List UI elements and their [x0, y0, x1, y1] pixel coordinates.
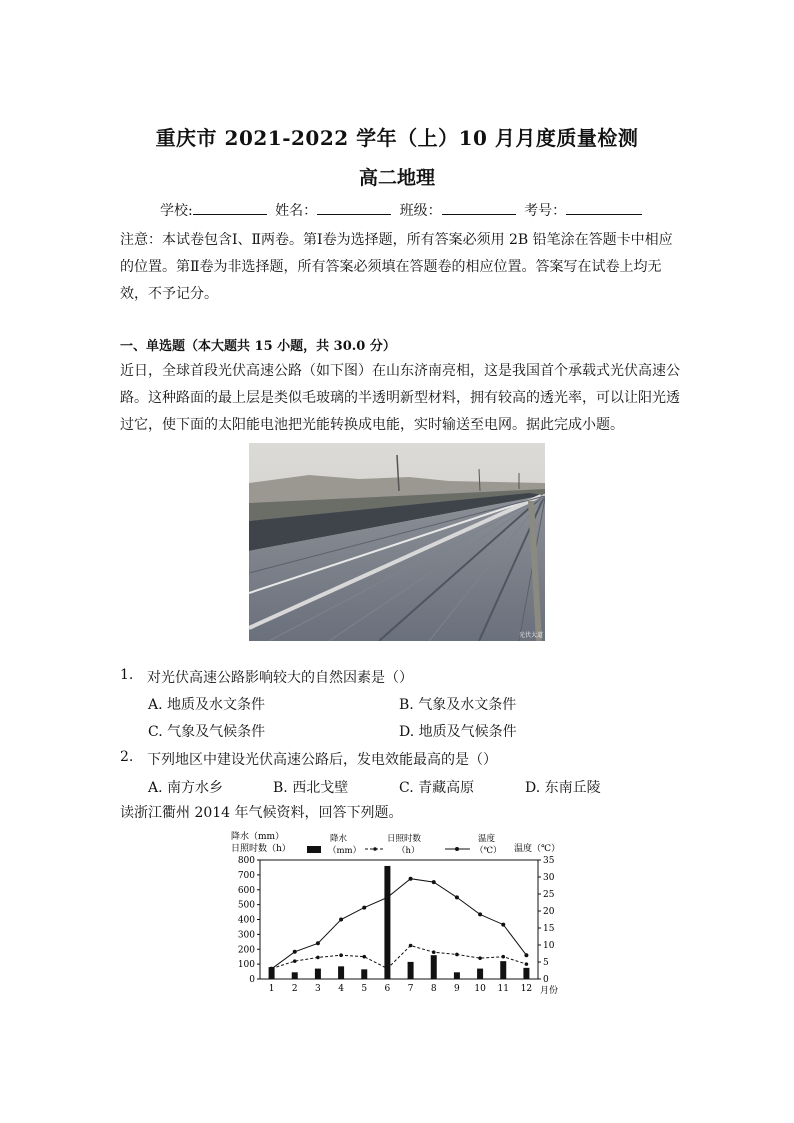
temperature-point	[339, 918, 343, 922]
climate-intro: 读浙江衢州 2014 年气候资料，回答下列题。	[120, 805, 403, 821]
right-tick-label: 30	[543, 873, 555, 883]
right-tick-label: 10	[543, 941, 555, 951]
question-1-text: 对光伏高速公路影响较大的自然因素是（）	[147, 670, 413, 686]
precip-bar	[500, 961, 506, 979]
question-1-number: 1.	[120, 667, 134, 683]
legend-precip-label-1: 降水	[330, 834, 348, 844]
left-tick-label: 300	[237, 930, 255, 941]
precip-bar	[384, 866, 390, 979]
temperature-point	[293, 950, 297, 954]
temperature-point	[270, 967, 274, 971]
left-tick-label: 700	[237, 870, 255, 881]
temperature-point	[478, 912, 482, 916]
exam-number-label: 考号：	[524, 203, 567, 219]
sunshine-point	[339, 953, 343, 957]
sunshine-line	[272, 946, 527, 969]
precip-bar	[361, 969, 367, 979]
temperature-point	[432, 880, 436, 884]
exam-notice: 注意：本试卷包含Ⅰ、Ⅱ两卷。第Ⅰ卷为选择题，所有答案必须用 2B 铅笔涂在答题卡中相应的位置。第Ⅱ卷为非选择题，所有答案必须填在答题卷的相应位置。答案写在试卷上均无效，不予记分。	[120, 232, 673, 302]
precip-bar	[315, 969, 321, 979]
legend-temp-label-2: （℃）	[475, 846, 502, 856]
left-tick-label: 100	[237, 960, 255, 971]
name-label: 姓名：	[275, 203, 318, 219]
x-tick-label: 10	[474, 984, 486, 994]
school-blank	[193, 202, 267, 215]
x-tick-label: 2	[291, 984, 298, 994]
temperature-point	[501, 923, 505, 927]
exam-number-blank	[566, 202, 642, 215]
left-tick-label: 0	[249, 975, 255, 985]
sunshine-point	[501, 955, 505, 959]
x-tick-label: 4	[338, 984, 344, 994]
class-blank	[442, 202, 516, 215]
page-subtitle: 高二地理	[358, 167, 435, 189]
passage-intro: 近日，全球首段光伏高速公路（如下图）在山东济南亮相，这是我国首个承载式光伏高速公路。这种路面的最上层是类似毛玻璃的半透明新型材料，拥有较高的透光率，可以让阳光透过它，使下面的太阳能电池把光能转换成电能，实时输送至电网。据此完成小题。	[120, 363, 680, 433]
sunshine-point	[455, 953, 459, 957]
precip-bar	[338, 966, 344, 979]
temperature-point	[385, 895, 389, 899]
sunshine-point	[525, 962, 529, 966]
legend-sunshine-marker	[373, 847, 377, 851]
photo-watermark: 光伏大道	[519, 632, 544, 639]
legend-sunshine-label-2: （h）	[397, 846, 420, 856]
solar-highway-photo	[249, 443, 545, 641]
left-tick-label: 400	[237, 915, 255, 926]
x-tick-label: 1	[268, 984, 275, 994]
q1-option-a[interactable]: A. 地质及水文条件	[148, 697, 266, 713]
q2-option-d[interactable]: D. 东南丘陵	[525, 780, 601, 796]
precip-bar	[477, 969, 483, 979]
legend-precip-label-2: （mm）	[328, 846, 362, 856]
sunshine-point	[432, 950, 436, 954]
x-tick-label: 11	[497, 984, 509, 994]
climate-chart	[225, 828, 575, 998]
left-tick-label: 500	[237, 900, 255, 911]
sunshine-point	[386, 967, 390, 971]
x-tick-label: 5	[361, 984, 368, 994]
right-tick-label: 20	[543, 907, 555, 917]
page-title: 重庆市 2021-2022 学年（上）10 月月度质量检测	[155, 126, 639, 150]
temperature-point	[316, 941, 320, 945]
x-tick-label: 3	[315, 984, 321, 994]
x-tick-label: 6	[384, 984, 391, 994]
precip-bar	[292, 972, 298, 979]
temperature-line	[272, 879, 527, 969]
sunshine-point	[362, 955, 366, 959]
q2-option-b[interactable]: B. 西北戈壁	[273, 780, 349, 796]
sunshine-point	[478, 956, 482, 960]
left-tick-label: 600	[237, 885, 255, 896]
student-info-fields	[160, 200, 646, 220]
sunshine-point	[316, 956, 320, 960]
x-axis-unit: 月份	[540, 986, 559, 996]
q1-option-c[interactable]: C. 气象及气候条件	[148, 724, 266, 740]
left-tick-label: 200	[237, 945, 255, 956]
x-tick-label: 9	[454, 984, 460, 994]
right-tick-label: 35	[543, 856, 555, 866]
right-tick-label: 0	[543, 975, 549, 985]
school-label: 学校:	[160, 203, 193, 219]
temperature-point	[362, 906, 366, 910]
question-2-text: 下列地区中建设光伏高速公路后，发电效能最高的是（）	[147, 752, 497, 768]
legend-temp-label-1: 温度	[478, 834, 496, 844]
section-heading: 一、单选题（本大题共 15 小题，共 30.0 分）	[120, 339, 396, 354]
right-tick-label: 25	[543, 890, 555, 900]
q2-option-a[interactable]: A. 南方水乡	[148, 780, 224, 796]
name-blank	[317, 202, 391, 215]
legend-precip-swatch	[307, 846, 321, 853]
x-tick-label: 12	[520, 984, 533, 994]
plot-frame	[260, 860, 538, 979]
precip-bar	[454, 972, 460, 979]
sunshine-point	[293, 959, 297, 963]
left-tick-label: 800	[237, 856, 255, 866]
right-axis-title: 温度（℃）	[514, 844, 561, 854]
precip-bar	[523, 968, 529, 979]
left-axis-title-2: 日照时数（h）	[231, 844, 291, 854]
precip-bar	[408, 962, 414, 979]
q1-option-b[interactable]: B. 气象及水文条件	[399, 697, 517, 713]
right-tick-label: 5	[543, 958, 549, 968]
right-tick-label: 15	[543, 924, 555, 934]
sunshine-point	[409, 944, 413, 948]
q1-option-d[interactable]: D. 地质及气候条件	[399, 724, 517, 740]
x-tick-label: 7	[407, 984, 414, 994]
x-tick-label: 8	[430, 984, 437, 994]
precip-bar	[431, 955, 437, 979]
temperature-point	[455, 895, 459, 899]
question-2-number: 2.	[120, 749, 134, 765]
q2-option-c[interactable]: C. 青藏高原	[399, 780, 475, 796]
legend-temp-marker	[455, 847, 459, 851]
class-label: 班级：	[399, 203, 442, 219]
legend-sunshine-label-1: 日照时数	[387, 834, 422, 844]
left-axis-title-1: 降水（mm）	[231, 832, 285, 842]
temperature-point	[409, 877, 413, 881]
temperature-point	[524, 953, 528, 957]
